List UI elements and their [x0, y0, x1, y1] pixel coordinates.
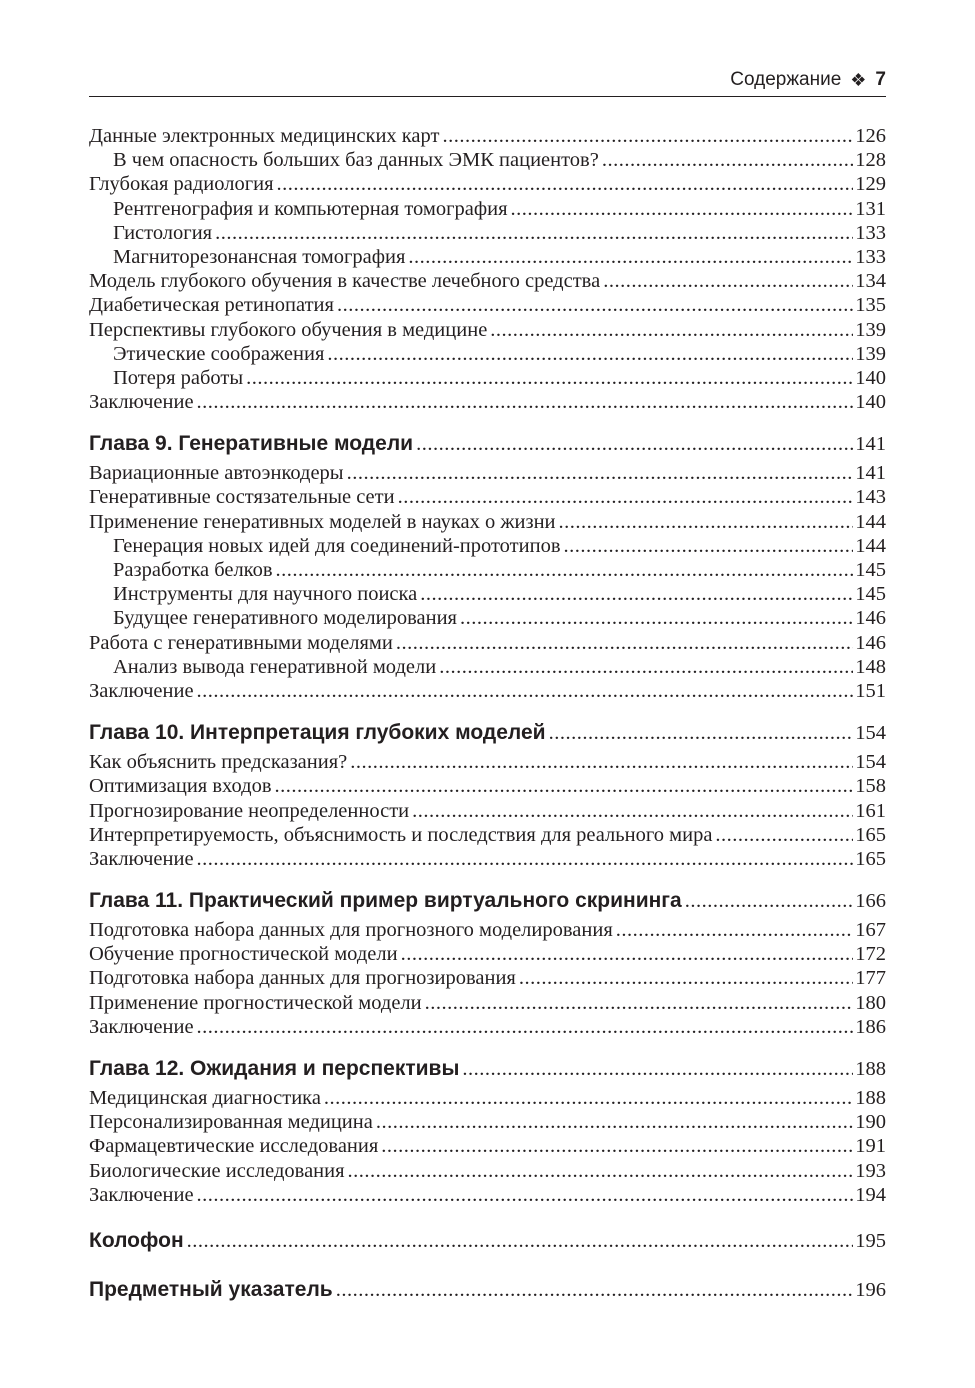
toc-entry-title: Разработка белков: [113, 559, 273, 581]
toc-entry-page: 158: [855, 775, 886, 798]
toc-entry[interactable]: [89, 606, 886, 630]
toc-leader-dots: [511, 197, 854, 221]
toc-chapter-entry[interactable]: [89, 885, 886, 916]
header-section-title: Содержание: [730, 69, 842, 90]
toc-leader-dots: [246, 366, 853, 390]
toc-entry-page: 154: [855, 751, 886, 774]
toc-entry[interactable]: [89, 1015, 886, 1039]
table-of-contents: [89, 124, 886, 1307]
toc-entry[interactable]: [89, 1086, 886, 1110]
toc-entry-page: 186: [855, 1015, 886, 1038]
toc-chapter-entry[interactable]: [89, 1053, 886, 1084]
toc-entry-page: 128: [855, 149, 886, 172]
toc-entry-page: 195: [855, 1229, 886, 1252]
toc-entry-page: 166: [855, 890, 886, 913]
toc-leader-dots: [197, 847, 854, 871]
toc-entry[interactable]: [89, 799, 886, 823]
toc-entry-title: Колофон: [89, 1228, 184, 1252]
toc-entry-page: 131: [855, 197, 886, 220]
toc-entry-page: 129: [855, 173, 886, 196]
toc-leader-dots: [519, 966, 853, 990]
toc-leader-dots: [460, 606, 853, 630]
toc-leader-dots: [277, 172, 854, 196]
toc-leader-dots: [559, 510, 854, 534]
toc-leader-dots: [442, 124, 853, 148]
toc-entry-title: Генерация новых идей для соединений-прототипов: [113, 534, 561, 557]
toc-leader-dots: [324, 1086, 853, 1110]
toc-leader-dots: [439, 655, 853, 679]
toc-entry-page: 161: [855, 799, 886, 822]
toc-entry[interactable]: [89, 774, 886, 798]
toc-entry[interactable]: [89, 221, 886, 245]
toc-entry-page: 193: [855, 1159, 886, 1182]
running-header: [89, 64, 886, 97]
toc-leader-dots: [215, 221, 853, 245]
toc-entry-page: 145: [855, 583, 886, 606]
toc-entry-title: Вариационные автоэнкодеры: [89, 462, 344, 485]
toc-entry-page: 144: [855, 534, 886, 557]
toc-leader-dots: [197, 390, 854, 414]
toc-entry-page: 194: [855, 1183, 886, 1206]
toc-entry-page: 188: [855, 1058, 886, 1080]
toc-entry-page: 140: [855, 366, 886, 389]
toc-leader-dots: [715, 823, 853, 847]
toc-entry-title: Будущее генеративного моделирования: [113, 607, 457, 630]
toc-leader-dots: [197, 1015, 854, 1039]
toc-leader-dots: [336, 1275, 854, 1306]
toc-leader-dots: [376, 1110, 853, 1134]
toc-entry-page: 172: [855, 943, 886, 966]
toc-entry[interactable]: [89, 172, 886, 196]
toc-entry[interactable]: [89, 750, 886, 774]
toc-entry[interactable]: [89, 823, 886, 847]
toc-entry-title: Подготовка набора данных для прогнозирования: [89, 967, 516, 990]
toc-entry[interactable]: [89, 534, 886, 558]
toc-leader-dots: [412, 799, 853, 823]
toc-leader-dots: [490, 318, 853, 342]
toc-leader-dots: [347, 461, 854, 485]
toc-leader-dots: [327, 342, 853, 366]
toc-entry-title: Применение прогностической модели: [89, 991, 422, 1014]
toc-entry-title: Заключение: [89, 679, 194, 702]
toc-entry-title: Предметный указатель: [89, 1277, 333, 1301]
toc-entry-title: Биологические исследования: [89, 1159, 345, 1182]
toc-entry-page: 165: [855, 847, 886, 870]
toc-entry[interactable]: [89, 847, 886, 871]
toc-entry[interactable]: [89, 582, 886, 606]
toc-entry-title: Глава 10. Интерпретация глубоких моделей: [89, 721, 546, 745]
toc-entry[interactable]: [89, 1159, 886, 1183]
toc-entry-page: 133: [855, 245, 886, 268]
toc-entry-title: Модель глубокого обучения в качестве лечебного средства: [89, 270, 601, 293]
toc-entry[interactable]: [89, 918, 886, 942]
toc-entry-page: 135: [855, 294, 886, 317]
toc-entry-title: Глава 11. Практический пример виртуального скрининга: [89, 889, 682, 913]
toc-entry-page: 146: [855, 607, 886, 630]
toc-entry-title: Данные электронных медицинских карт: [89, 125, 440, 147]
toc-entry[interactable]: [89, 1183, 886, 1207]
toc-entry-title: Гистология: [113, 221, 213, 244]
toc-entry-page: 154: [855, 722, 886, 745]
toc-entry[interactable]: [89, 124, 886, 148]
toc-entry-title: Инструменты для научного поиска: [113, 583, 418, 606]
diamond-ornament-icon: ❖: [850, 69, 867, 90]
toc-entry-page: 151: [855, 679, 886, 702]
toc-entry-title: Заключение: [89, 1015, 194, 1038]
toc-entry-title: Анализ вывода генеративной модели: [113, 655, 437, 678]
toc-entry-page: 144: [855, 510, 886, 533]
toc-entry-page: 139: [855, 318, 886, 341]
toc-entry-page: 146: [855, 631, 886, 654]
toc-entry-title: Фармацевтические исследования: [89, 1135, 379, 1158]
toc-entry-title: Глава 12. Ожидания и перспективы: [89, 1057, 460, 1080]
toc-entry-title: Заключение: [89, 847, 194, 870]
toc-entry[interactable]: [89, 558, 886, 582]
toc-entry-page: 188: [855, 1087, 886, 1109]
toc-entry[interactable]: [89, 942, 886, 966]
toc-leader-dots: [350, 750, 853, 774]
toc-entry-page: 148: [855, 655, 886, 678]
toc-entry-page: 190: [855, 1111, 886, 1134]
toc-entry-title: Магниторезонансная томография: [113, 245, 406, 268]
toc-entry-page: 165: [855, 823, 886, 846]
toc-entry[interactable]: [89, 1134, 886, 1158]
toc-entry[interactable]: [89, 342, 886, 366]
toc-entry-page: 141: [855, 433, 886, 456]
toc-entry-title: Обучение прогностической модели: [89, 943, 398, 966]
toc-chapter-entry[interactable]: [89, 717, 886, 748]
toc-chapter-entry[interactable]: [89, 428, 886, 459]
toc-leader-dots: [685, 886, 854, 917]
toc-entry-title: Рентгенография и компьютерная томография: [113, 197, 508, 220]
toc-entry-title: Медицинская диагностика: [89, 1087, 321, 1109]
toc-entry-page: 140: [855, 391, 886, 414]
toc-leader-dots: [462, 1054, 853, 1085]
toc-entry[interactable]: [89, 366, 886, 390]
toc-leader-dots: [275, 774, 854, 798]
toc-entry[interactable]: [89, 966, 886, 990]
toc-entry-page: 134: [855, 270, 886, 293]
toc-entry-title: Подготовка набора данных для прогнозного моделирования: [89, 919, 613, 942]
toc-entry-page: 139: [855, 342, 886, 365]
toc-entry-title: Прогнозирование неопределенности: [89, 799, 410, 822]
toc-leader-dots: [420, 582, 853, 606]
toc-leader-dots: [416, 429, 853, 460]
toc-leader-dots: [549, 718, 854, 749]
toc-entry[interactable]: [89, 991, 886, 1015]
toc-entry-title: В чем опасность больших баз данных ЭМК пациентов?: [113, 149, 599, 172]
toc-entry-title: Применение генеративных моделей в науках о жизни: [89, 510, 556, 533]
toc-chapter-entry[interactable]: [89, 1225, 886, 1256]
toc-entry[interactable]: [89, 1110, 886, 1134]
toc-entry[interactable]: [89, 510, 886, 534]
toc-leader-dots: [398, 485, 854, 509]
toc-leader-dots: [396, 631, 853, 655]
toc-chapter-entry[interactable]: [89, 1274, 886, 1305]
toc-entry-page: 133: [855, 221, 886, 244]
toc-entry[interactable]: [89, 485, 886, 509]
toc-entry-title: Интерпретируемость, объяснимость и последствия для реального мира: [89, 823, 713, 846]
toc-entry-title: Глубокая радиология: [89, 173, 274, 196]
toc-entry-page: 180: [855, 991, 886, 1014]
toc-entry[interactable]: [89, 148, 886, 172]
toc-entry-title: Этические соображения: [113, 342, 325, 365]
toc-entry[interactable]: [89, 245, 886, 269]
toc-entry[interactable]: [89, 631, 886, 655]
toc-entry-page: 143: [855, 486, 886, 509]
toc-entry[interactable]: [89, 390, 886, 414]
toc-entry[interactable]: [89, 293, 886, 317]
toc-leader-dots: [602, 148, 853, 172]
toc-entry-title: Диабетическая ретинопатия: [89, 294, 334, 317]
toc-entry-page: 167: [855, 919, 886, 942]
toc-leader-dots: [197, 1183, 854, 1207]
toc-entry-page: 191: [855, 1135, 886, 1158]
toc-entry[interactable]: [89, 269, 886, 293]
toc-leader-dots: [564, 534, 854, 558]
toc-entry-title: Работа с генеративными моделями: [89, 631, 393, 654]
toc-entry[interactable]: [89, 318, 886, 342]
toc-leader-dots: [276, 558, 854, 582]
toc-entry-title: Заключение: [89, 391, 194, 414]
toc-entry[interactable]: [89, 461, 886, 485]
toc-entry-page: 145: [855, 559, 886, 581]
toc-entry[interactable]: [89, 655, 886, 679]
toc-entry-title: Перспективы глубокого обучения в медицине: [89, 318, 488, 341]
toc-entry-page: 196: [855, 1278, 886, 1301]
toc-entry-title: Персонализированная медицина: [89, 1111, 373, 1134]
toc-entry-title: Заключение: [89, 1183, 194, 1206]
toc-leader-dots: [425, 991, 854, 1015]
toc-entry-title: Потеря работы: [113, 366, 244, 389]
toc-leader-dots: [616, 918, 853, 942]
toc-leader-dots: [603, 269, 853, 293]
toc-leader-dots: [337, 293, 853, 317]
toc-leader-dots: [187, 1226, 854, 1257]
toc-entry-title: Оптимизация входов: [89, 775, 272, 798]
header-page-number: 7: [875, 69, 886, 90]
toc-entry-page: 126: [855, 125, 886, 147]
toc-entry[interactable]: [89, 679, 886, 703]
toc-leader-dots: [348, 1159, 854, 1183]
toc-entry-page: 141: [855, 462, 886, 485]
toc-leader-dots: [381, 1134, 853, 1158]
toc-entry-title: Глава 9. Генеративные модели: [89, 432, 414, 456]
toc-entry[interactable]: [89, 197, 886, 221]
toc-leader-dots: [197, 679, 854, 703]
toc-entry-page: 177: [855, 967, 886, 990]
toc-leader-dots: [408, 245, 853, 269]
toc-entry-title: Как объяснить предсказания?: [89, 751, 348, 774]
toc-entry-title: Генеративные состязательные сети: [89, 486, 395, 509]
toc-leader-dots: [401, 942, 854, 966]
